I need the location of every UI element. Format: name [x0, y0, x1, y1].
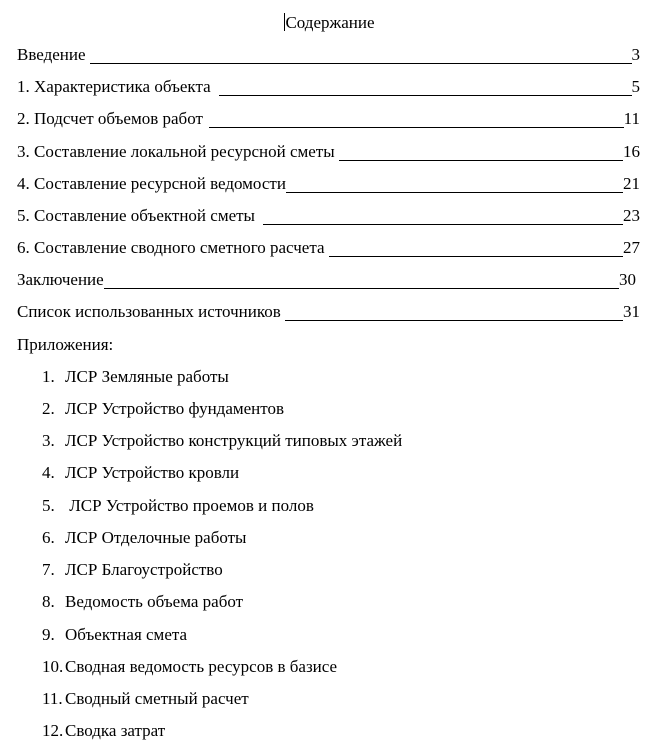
appendix-label: ЛСР Благоустройство [65, 560, 223, 579]
toc-entry[interactable] [17, 141, 640, 163]
appendix-label: ЛСР Устройство кровли [65, 463, 240, 482]
appendix-number: 1. [42, 367, 55, 386]
toc-entry[interactable] [17, 44, 640, 66]
appendix-number: 8. [42, 592, 55, 611]
toc-leader-line [209, 127, 624, 128]
appendix-item[interactable] [42, 398, 284, 420]
appendix-label: Ведомость объема работ [65, 592, 244, 611]
appendix-item[interactable] [42, 559, 223, 581]
toc-entry-label: Список использованных источников [17, 302, 281, 321]
appendix-item[interactable] [42, 495, 314, 517]
toc-entry-label: 6. Составление сводного сметного расчета [17, 238, 325, 257]
toc-entry-page: 31 [623, 302, 640, 321]
toc-entry[interactable] [17, 237, 640, 259]
appendix-label: ЛСР Отделочные работы [65, 528, 247, 547]
toc-entry-label: 1. Характеристика объекта [17, 77, 211, 96]
toc-entry-page: 5 [631, 77, 640, 96]
appendix-label: ЛСР Устройство проемов и полов [65, 496, 314, 515]
toc-leader-line [219, 95, 632, 96]
appendix-item[interactable] [42, 656, 337, 678]
page-title [0, 12, 659, 34]
appendix-item[interactable] [42, 624, 187, 646]
appendix-item[interactable] [42, 366, 229, 388]
appendix-label: ЛСР Устройство конструкций типовых этажей [65, 431, 403, 450]
toc-leader-line [263, 224, 623, 225]
toc-entry-label: 5. Составление объектной сметы [17, 206, 255, 225]
toc-entry-page: 11 [623, 109, 640, 128]
appendix-item[interactable] [42, 688, 249, 710]
appendix-label: Объектная смета [65, 625, 188, 644]
toc-entry-page: 23 [623, 206, 640, 225]
appendix-number: 4. [42, 463, 55, 482]
toc-entry-label: Заключение [17, 270, 104, 289]
toc-entry[interactable] [17, 76, 640, 98]
toc-entry-label: 4. Составление ресурсной ведомости [17, 174, 286, 193]
appendix-number: 12. [42, 721, 64, 740]
appendix-number: 10. [42, 657, 64, 676]
toc-entry[interactable] [17, 108, 640, 130]
toc-entry[interactable] [17, 269, 636, 291]
appendix-item[interactable] [42, 591, 243, 613]
toc-leader-line [90, 63, 632, 64]
toc-leader-line [339, 160, 623, 161]
appendix-number: 6. [42, 528, 55, 547]
toc-leader-line [104, 288, 619, 289]
toc-entry[interactable] [17, 301, 640, 323]
toc-entry-page: 3 [631, 45, 640, 64]
toc-entry[interactable] [17, 173, 640, 195]
appendix-item[interactable] [42, 527, 246, 549]
toc-entry-page: 16 [623, 142, 640, 161]
toc-entry-page: 30 [619, 270, 636, 289]
appendix-item[interactable] [42, 720, 165, 742]
appendix-item[interactable] [42, 462, 239, 484]
appendix-label: Сводка затрат [65, 721, 166, 740]
appendix-number: 2. [42, 399, 55, 418]
toc-entry-label: 2. Подсчет объемов работ [17, 109, 203, 128]
toc-entry-label: 3. Составление локальной ресурсной сметы [17, 142, 335, 161]
appendix-number: 7. [42, 560, 55, 579]
toc-leader-line [286, 192, 623, 193]
appendix-heading: Приложения: [17, 335, 114, 354]
toc-entry-label: Введение [17, 45, 86, 64]
appendix-number: 11. [42, 689, 63, 708]
appendix-item[interactable] [42, 430, 402, 452]
toc-leader-line [329, 256, 623, 257]
title-text: Содержание [285, 13, 375, 32]
appendix-number: 5. [42, 496, 55, 515]
appendix-number: 3. [42, 431, 55, 450]
appendix-number: 9. [42, 625, 55, 644]
appendix-label: ЛСР Устройство фундаментов [65, 399, 284, 418]
toc-entry[interactable] [17, 205, 640, 227]
toc-entry-page: 27 [623, 238, 640, 257]
appendix-label: ЛСР Земляные работы [65, 367, 229, 386]
toc-leader-line [285, 320, 623, 321]
toc-entry-page: 21 [623, 174, 640, 193]
appendix-label: Сводный сметный расчет [65, 689, 249, 708]
appendix-label: Сводная ведомость ресурсов в базисе [65, 657, 338, 676]
